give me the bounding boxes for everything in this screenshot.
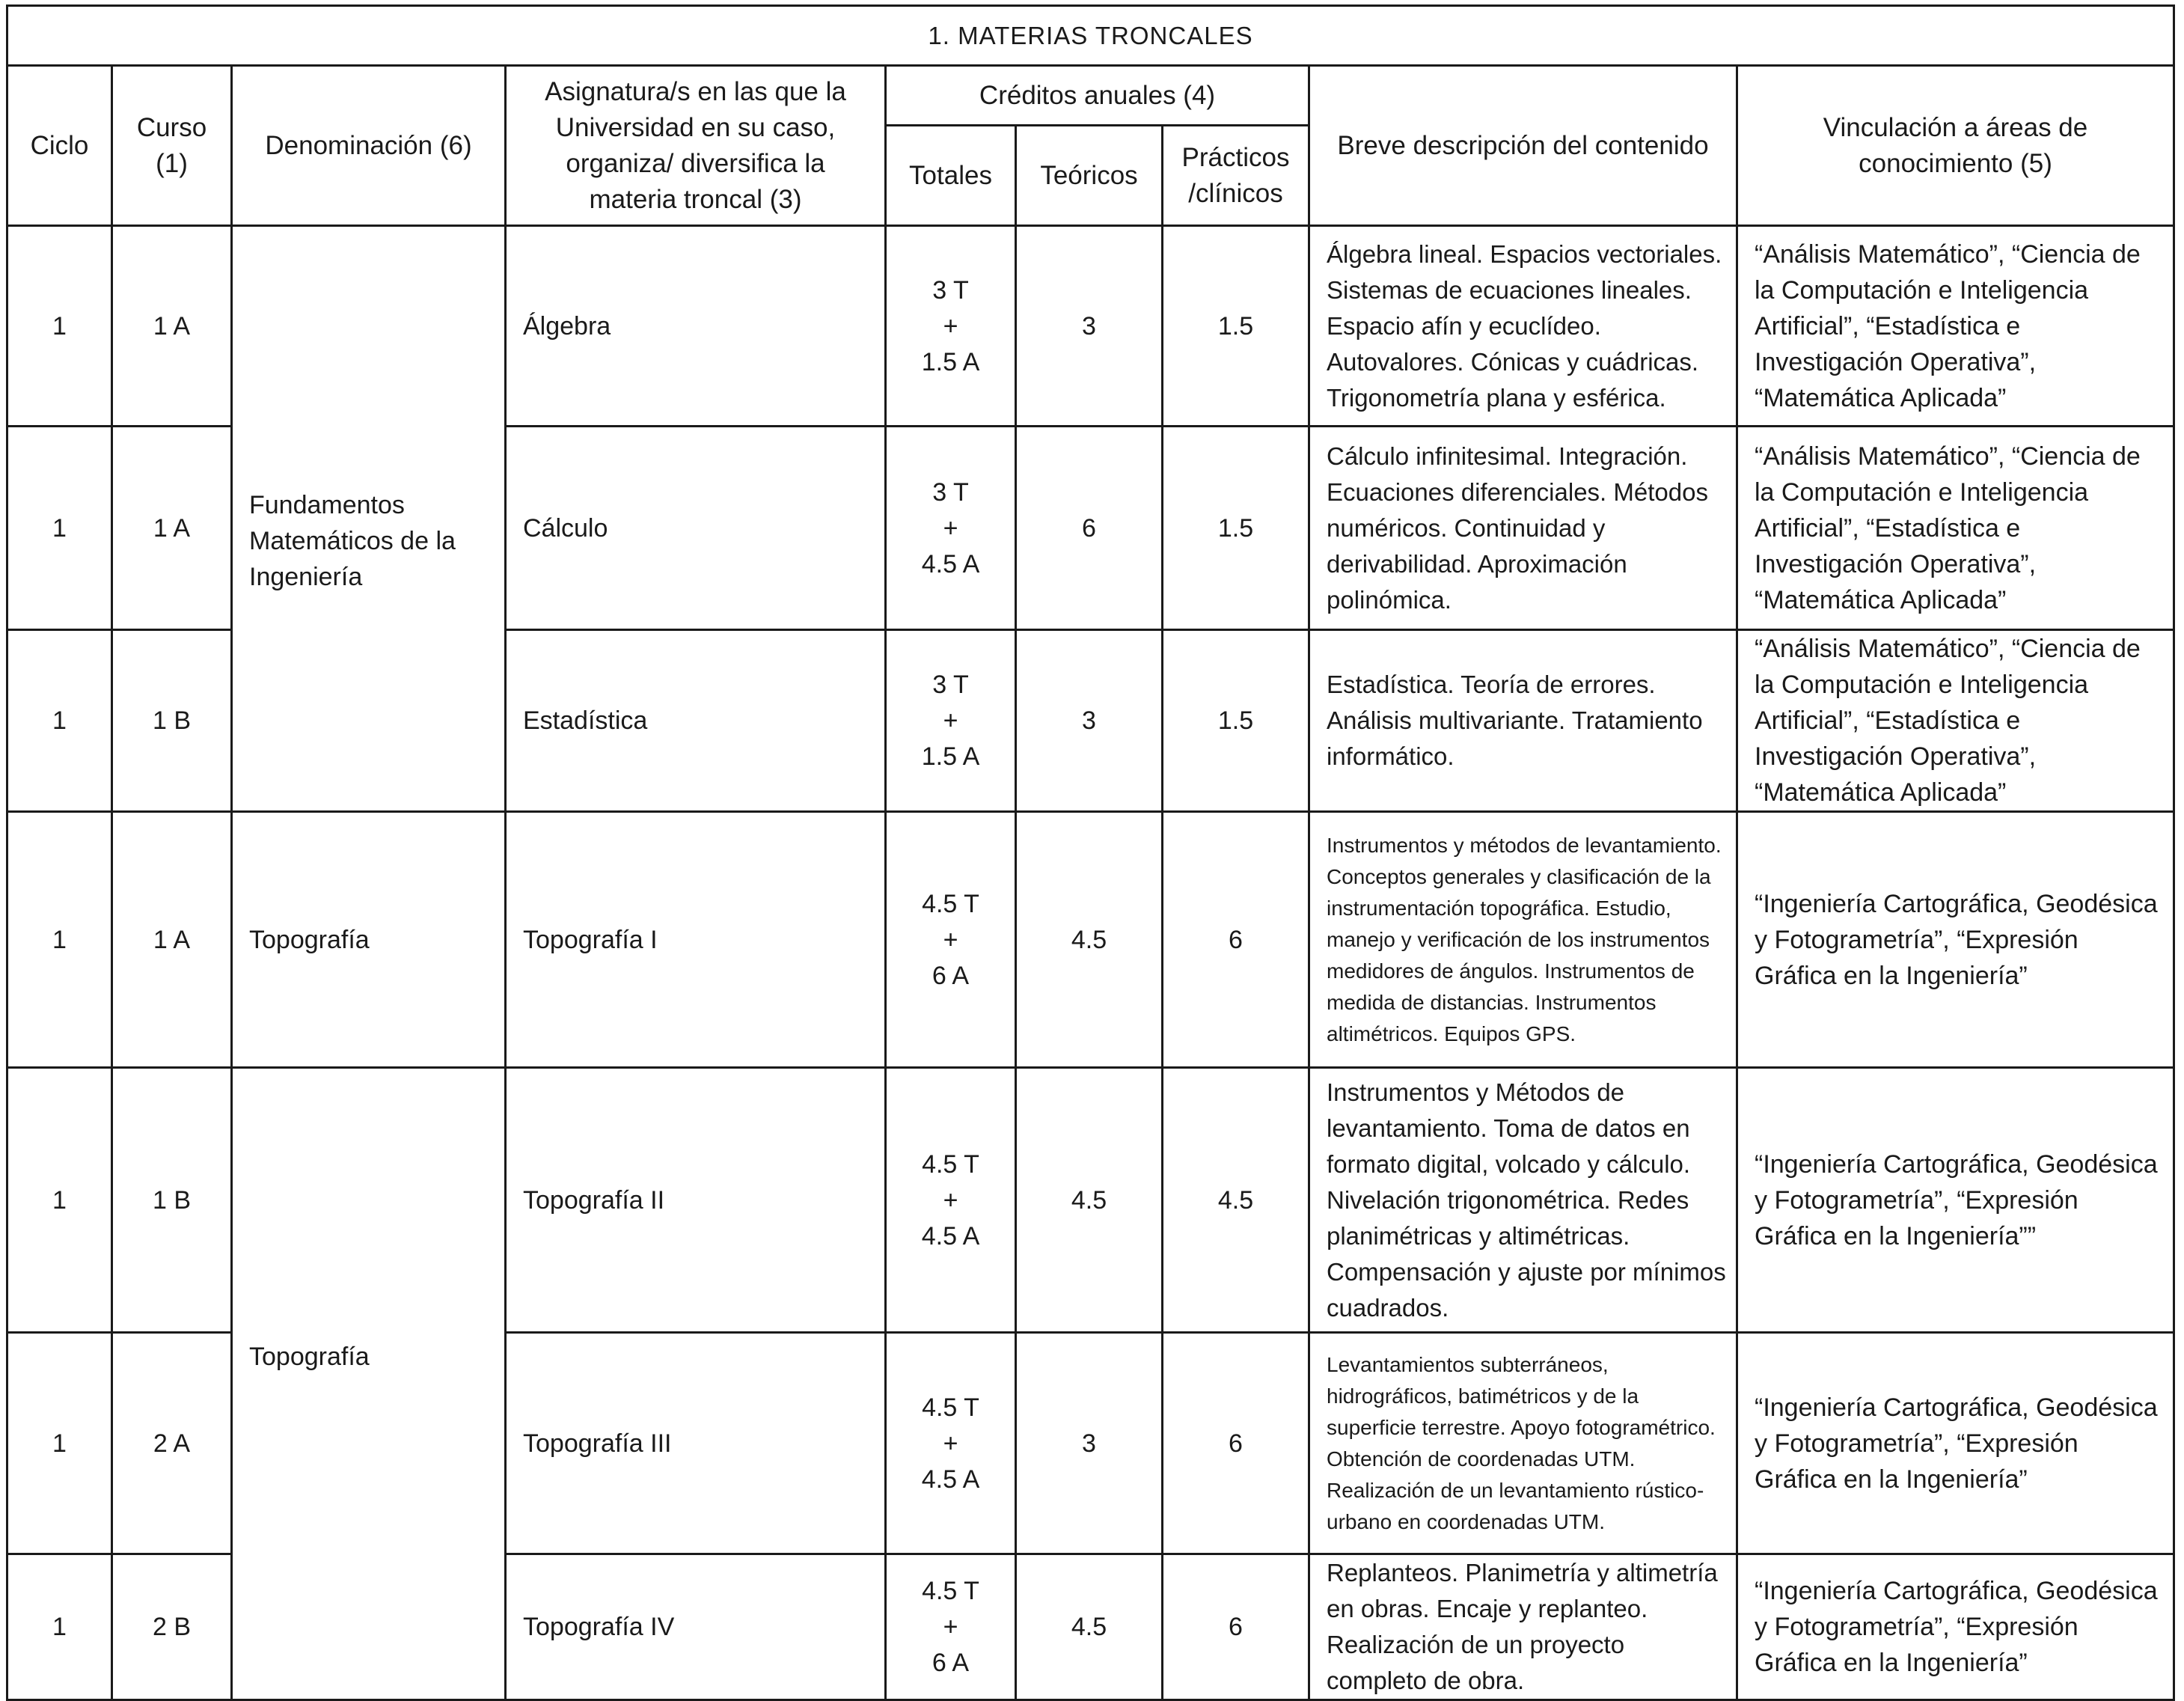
header-creditos: Créditos anuales (4) <box>886 66 1309 126</box>
totales-teoricos: 3 T <box>932 671 969 699</box>
cell-ciclo: 1 <box>7 427 112 630</box>
cell-curso: 1 A <box>112 427 232 630</box>
totales-teoricos: 3 T <box>932 275 969 305</box>
cell-descripcion: Álgebra lineal. Espacios vectoriales. Sistemas de ecuaciones lineales. Espacio afín y ecuclídeo. Autovalores. Cónicas y cuádricas. Trigonometría plana y esférica. <box>1309 226 1737 427</box>
cell-totales <box>886 1068 1016 1333</box>
cell-denominacion <box>232 1068 506 1700</box>
cell-asignatura: Topografía IV <box>506 1554 886 1700</box>
cell-descripcion: Replanteos. Planimetría y altimetría en obras. Encaje y replanteo. Realización de un proyecto completo de obra. <box>1309 1554 1737 1700</box>
cell-ciclo: 1 <box>7 226 112 427</box>
totales-plus: + <box>943 513 958 543</box>
cell-practicos: 1.5 <box>1163 226 1309 427</box>
table-row <box>7 226 2174 427</box>
cell-totales <box>886 812 1016 1068</box>
header-curso: Curso (1) <box>112 66 232 226</box>
cell-asignatura: Álgebra <box>506 226 886 427</box>
totales-aplicados: 4.5 A <box>921 1221 980 1250</box>
cell-ciclo: 1 <box>7 1333 112 1554</box>
cell-curso: 2 A <box>112 1333 232 1554</box>
totales-aplicados: 4.5 A <box>921 1465 980 1494</box>
cell-totales <box>886 427 1016 630</box>
cell-vinculacion: “Análisis Matemático”, “Ciencia de la Computación e Inteligencia Artificial”, “Estadística e Investigación Operativa”, “Matemática Aplicada” <box>1737 427 2174 630</box>
cell-practicos: 4.5 <box>1163 1068 1309 1333</box>
denominacion-topografia: Topografía <box>249 1343 370 1371</box>
cell-denominacion: Topografía <box>232 812 506 1068</box>
cell-teoricos: 3 <box>1016 630 1163 812</box>
cell-practicos: 1.5 <box>1163 427 1309 630</box>
cell-totales <box>886 226 1016 427</box>
cell-teoricos: 4.5 <box>1016 1554 1163 1700</box>
cell-vinculacion: “Análisis Matemático”, “Ciencia de la Computación e Inteligencia Artificial”, “Estadística e Investigación Operativa”, “Matemática Aplicada” <box>1737 226 2174 427</box>
cell-practicos: 6 <box>1163 1554 1309 1700</box>
header-asignaturas: Asignatura/s en las que la Universidad en su caso, organiza/ diversifica la materia troncal (3) <box>506 66 886 226</box>
header-denominacion: Denominación (6) <box>232 66 506 226</box>
cell-curso: 2 B <box>112 1554 232 1700</box>
cell-asignatura: Topografía I <box>506 812 886 1068</box>
cell-curso: 1 A <box>112 812 232 1068</box>
header-vinculacion: Vinculación a áreas de conocimiento (5) <box>1737 66 2174 226</box>
totales-plus: + <box>943 925 958 954</box>
cell-totales <box>886 1554 1016 1700</box>
table-row <box>7 812 2174 1068</box>
cell-vinculacion: “Ingeniería Cartográfica, Geodésica y Fotogrametría”, “Expresión Gráfica en la Ingeniería”” <box>1737 1068 2174 1333</box>
cell-totales <box>886 630 1016 812</box>
cell-descripcion: Instrumentos y métodos de levantamiento. Conceptos generales y clasificación de la instrumentación topográfica. Estudio, manejo y verificación de los instrumentos medidores de ángulos. Instrumentos de medida de distancias. Instrumentos altimétricos. Equipos GPS. <box>1309 812 1737 1068</box>
cell-practicos: 6 <box>1163 812 1309 1068</box>
cell-curso: 1 B <box>112 1068 232 1333</box>
totales-teoricos: 3 T <box>932 477 969 507</box>
totales-plus: + <box>943 311 958 340</box>
cell-teoricos: 3 <box>1016 1333 1163 1554</box>
totales-teoricos: 4.5 T <box>922 889 979 918</box>
cell-teoricos: 4.5 <box>1016 812 1163 1068</box>
cell-descripcion: Instrumentos y Métodos de levantamiento. Toma de datos en formato digital, volcado y cálculo. Nivelación trigonométrica. Redes planimétricas y altimétricas. Compensación y ajuste por mínimos cuadrados. <box>1309 1068 1737 1333</box>
totales-plus: + <box>943 706 958 735</box>
cell-vinculacion: “Ingeniería Cartográfica, Geodésica y Fotogrametría”, “Expresión Gráfica en la Ingeniería” <box>1737 812 2174 1068</box>
header-teoricos: Teóricos <box>1016 126 1163 226</box>
totales-aplicados: 6 A <box>932 1649 970 1677</box>
totales-teoricos: 4.5 T <box>922 1149 979 1179</box>
cell-descripcion: Levantamientos subterráneos, hidrográficos, batimétricos y de la superficie terrestre. Apoyo fotogramétrico. Obtención de coordenadas UTM. Realización de un levantamiento rústico-urbano en coordenadas UTM. <box>1309 1333 1737 1554</box>
totales-teoricos: 4.5 T <box>922 1393 979 1422</box>
cell-asignatura: Estadística <box>506 630 886 812</box>
totales-plus: + <box>943 1185 958 1215</box>
totales-aplicados: 6 A <box>932 961 970 990</box>
cell-denominacion: Fundamentos Matemáticos de la Ingeniería <box>232 226 506 812</box>
cell-asignatura: Cálculo <box>506 427 886 630</box>
cell-ciclo: 1 <box>7 812 112 1068</box>
cell-vinculacion: “Ingeniería Cartográfica, Geodésica y Fotogrametría”, “Expresión Gráfica en la Ingeniería” <box>1737 1554 2174 1700</box>
cell-ciclo: 1 <box>7 1554 112 1700</box>
header-ciclo: Ciclo <box>7 66 112 226</box>
cell-practicos: 6 <box>1163 1333 1309 1554</box>
totales-aplicados: 4.5 A <box>921 549 980 578</box>
totales-aplicados: 1.5 A <box>921 347 980 376</box>
header-descripcion: Breve descripción del contenido <box>1309 66 1737 226</box>
cell-practicos: 1.5 <box>1163 630 1309 812</box>
cell-ciclo: 1 <box>7 630 112 812</box>
totales-plus: + <box>943 1429 958 1458</box>
table-title: 1. MATERIAS TRONCALES <box>7 6 2174 66</box>
header-totales: Totales <box>886 126 1016 226</box>
cell-asignatura: Topografía II <box>506 1068 886 1333</box>
cell-teoricos: 4.5 <box>1016 1068 1163 1333</box>
cell-curso: 1 A <box>112 226 232 427</box>
cell-curso: 1 B <box>112 630 232 812</box>
header-practicos: Prácticos /clínicos <box>1163 126 1309 226</box>
totales-plus: + <box>943 1613 958 1641</box>
totales-aplicados: 1.5 A <box>921 742 980 771</box>
cell-vinculacion: “Ingeniería Cartográfica, Geodésica y Fotogrametría”, “Expresión Gráfica en la Ingeniería” <box>1737 1333 2174 1554</box>
table-row <box>7 1068 2174 1333</box>
cell-totales <box>886 1333 1016 1554</box>
cell-vinculacion: “Análisis Matemático”, “Ciencia de la Computación e Inteligencia Artificial”, “Estadística e Investigación Operativa”, “Matemática Aplicada” <box>1737 630 2174 812</box>
cell-teoricos: 3 <box>1016 226 1163 427</box>
materias-troncales-table <box>6 4 2175 1701</box>
cell-descripcion: Estadística. Teoría de errores. Análisis multivariante. Tratamiento informático. <box>1309 630 1737 812</box>
totales-teoricos: 4.5 T <box>922 1577 979 1605</box>
cell-ciclo: 1 <box>7 1068 112 1333</box>
cell-asignatura: Topografía III <box>506 1333 886 1554</box>
cell-descripcion: Cálculo infinitesimal. Integración. Ecuaciones diferenciales. Métodos numéricos. Continuidad y derivabilidad. Aproximación polinómica. <box>1309 427 1737 630</box>
cell-teoricos: 6 <box>1016 427 1163 630</box>
